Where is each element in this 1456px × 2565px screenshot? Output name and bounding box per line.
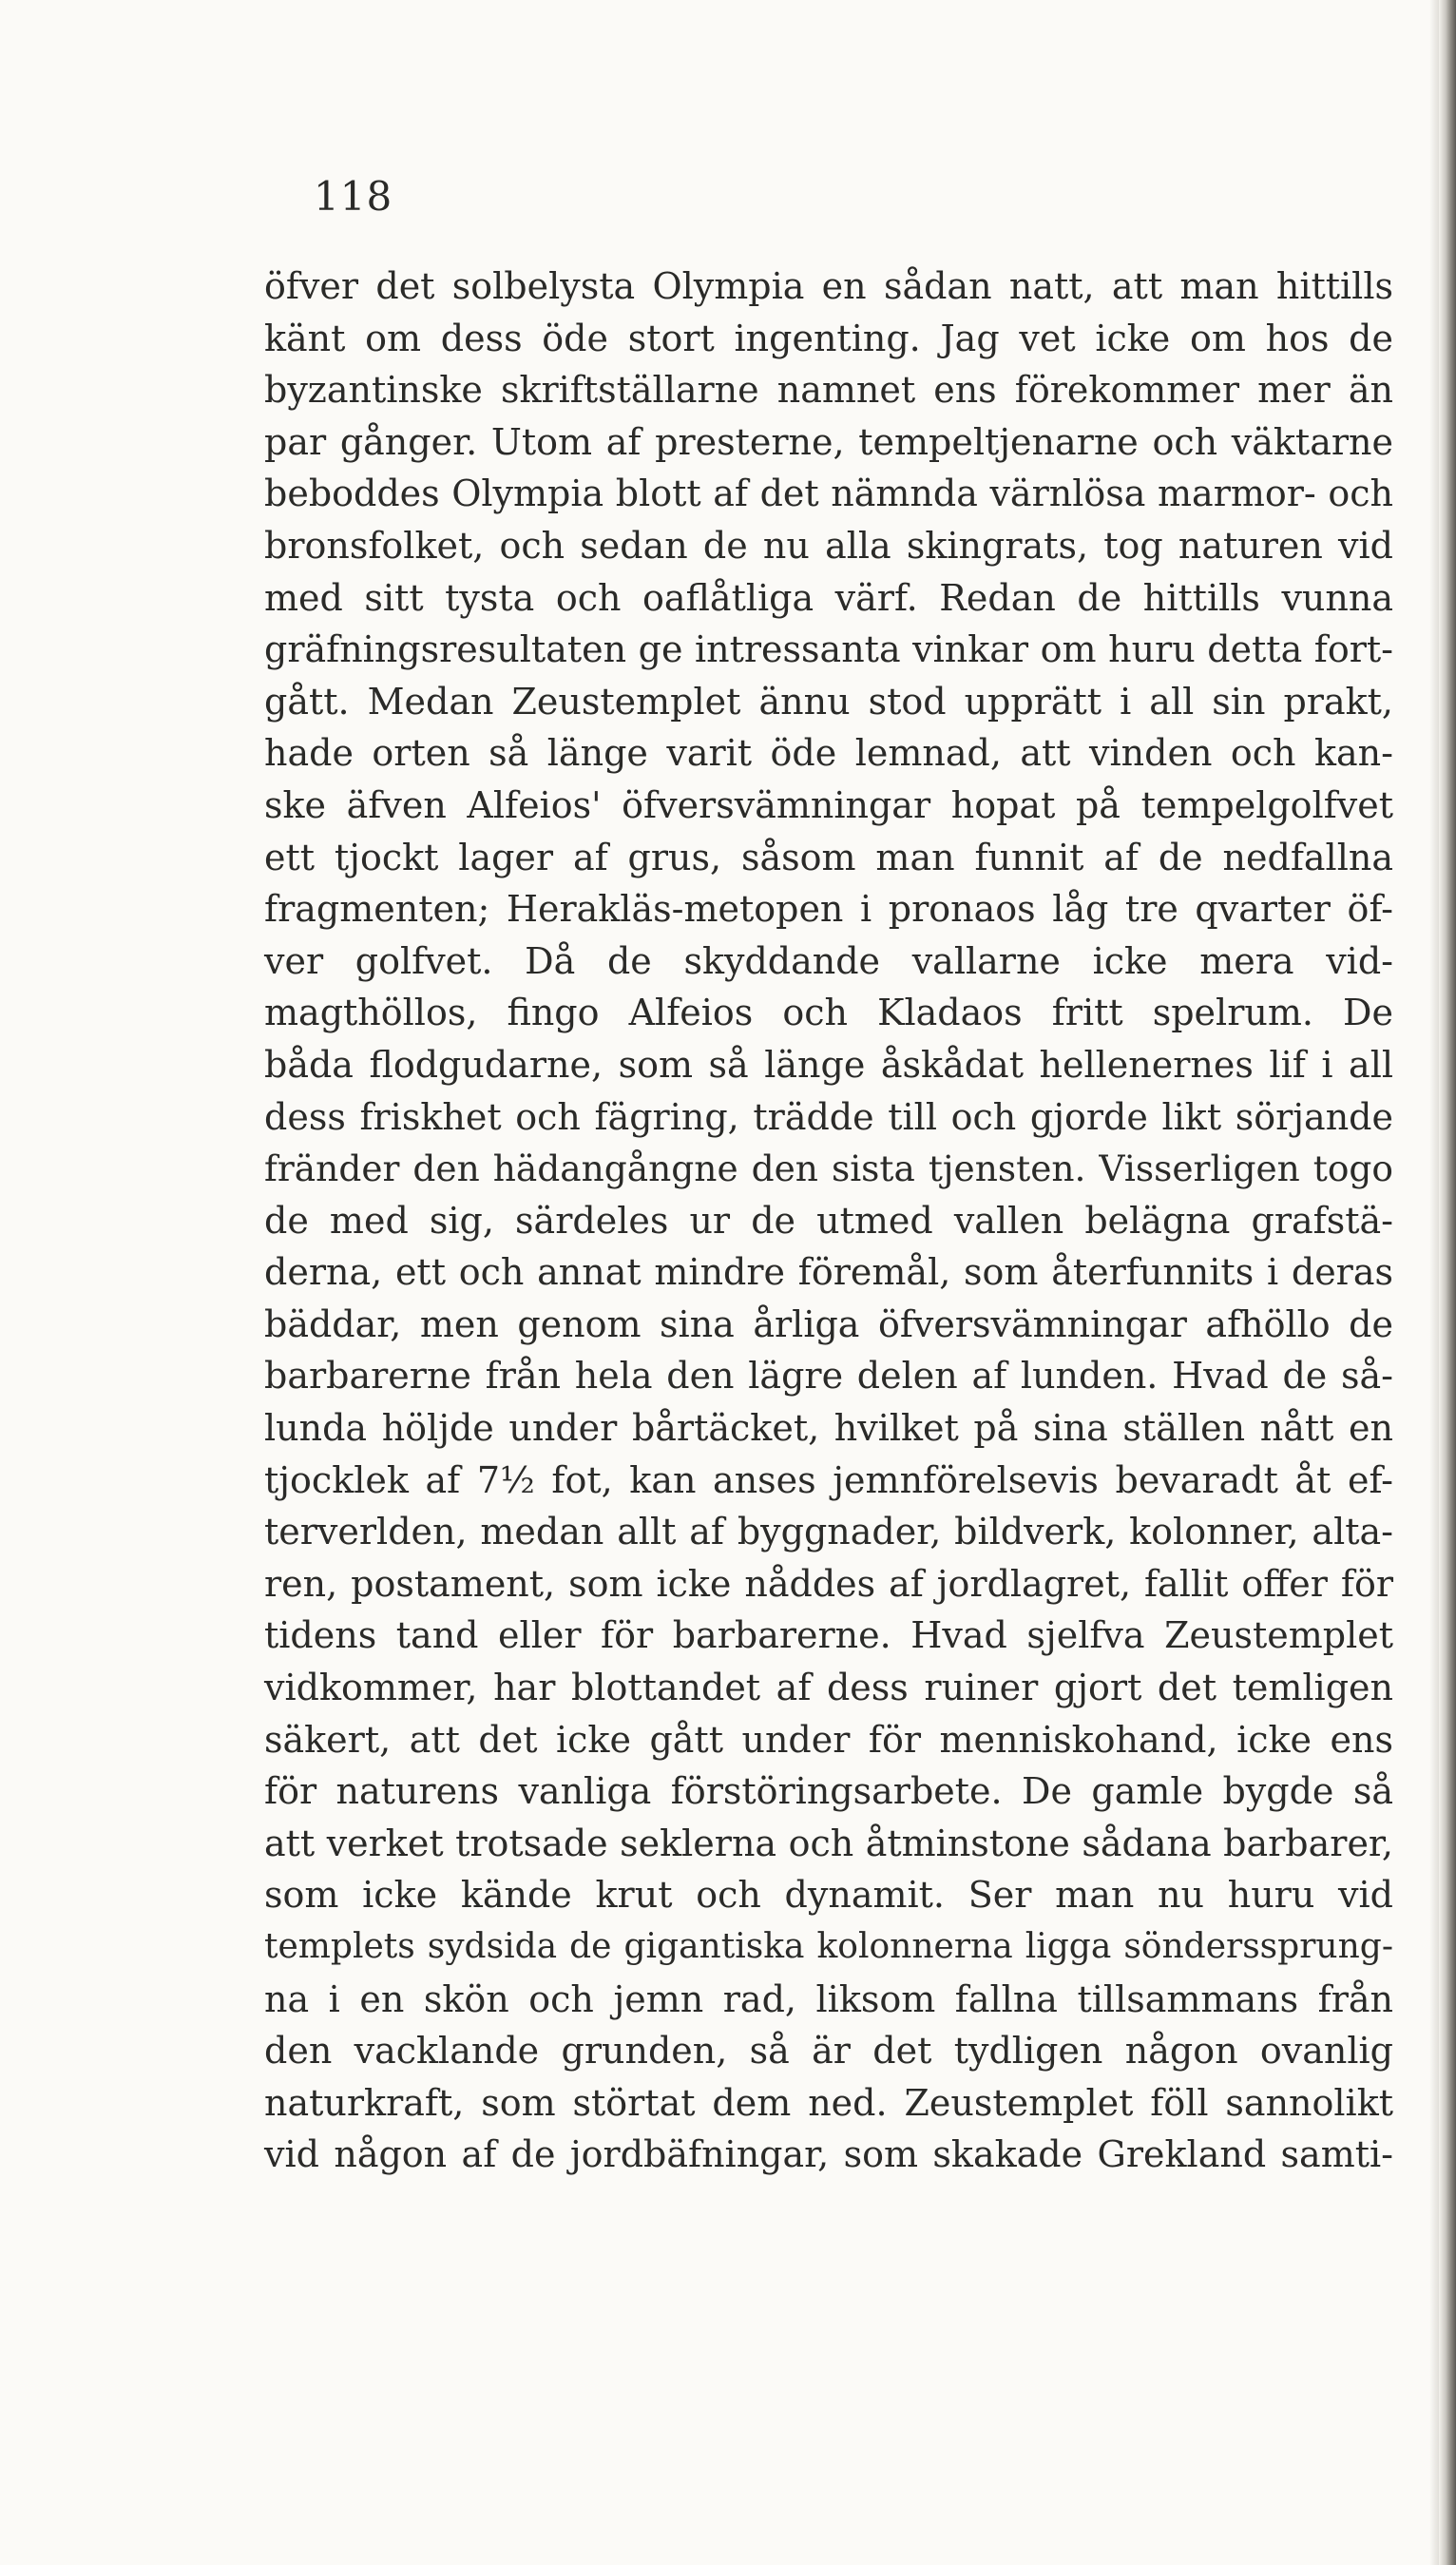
text-line: bäddar, men genom sina årliga öfversvämningar afhöllo de [264, 1302, 1393, 1345]
text-line: naturkraft, som störtat dem ned. Zeustemplet föll sannolikt [264, 2081, 1393, 2124]
text-line: den vacklande grunden, så är det tydligen någon ovanlig [264, 2030, 1393, 2073]
text-line: de med sig, särdeles ur de utmed vallen belägna grafstä- [264, 1199, 1393, 1242]
text-line: tjocklek af 7½ fot, kan anses jemnförelsevis bevaradt åt ef- [264, 1458, 1393, 1501]
text-line: byzantinske skriftställarne namnet ens förekommer mer än [264, 369, 1393, 412]
text-line: med sitt tysta och oaflåtliga värf. Redan de hittills vunna [264, 576, 1393, 619]
text-line: känt om dess öde stort ingenting. Jag vet icke om hos de [264, 317, 1393, 359]
text-line: magthöllos, fingo Alfeios och Kladaos fritt spelrum. De [264, 992, 1393, 1034]
text-line: öfver det solbelysta Olympia en sådan natt, att man hittills [264, 265, 1393, 307]
text-line: bronsfolket, och sedan de nu alla skingrats, tog naturen vid [264, 524, 1393, 567]
text-line: säkert, att det icke gått under för menniskohand, icke ens [264, 1718, 1393, 1761]
text-line: na i en skön och jemn rad, liksom fallna tillsammans från [264, 1977, 1393, 2020]
body-text [264, 260, 1393, 2181]
text-line: ett tjockt lager af grus, såsom man funnit af de nedfallna [264, 836, 1393, 878]
text-line: barbarerne från hela den lägre delen af lunden. Hvad de så- [264, 1355, 1393, 1398]
text-line: vidkommer, har blottandet af dess ruiner gjort det temligen [264, 1667, 1393, 1709]
text-line: beboddes Olympia blott af det nämnda värnlösa marmor- och [264, 472, 1393, 515]
text-line: vid någon af de jordbäfningar, som skakade Grekland samti- [264, 2133, 1393, 2176]
text-line: gräfningsresultaten ge intressanta vinkar om huru detta fort- [264, 628, 1393, 671]
text-line: att verket trotsade seklerna och åtminstone sådana barbarer, [264, 1822, 1393, 1864]
text-line: fragmenten; Herakläs-metopen i pronaos låg tre qvarter öf- [264, 888, 1393, 931]
page-edge-shadow [1429, 0, 1439, 2565]
text-line: hade orten så länge varit öde lemnad, att vinden och kan- [264, 732, 1393, 775]
text-line: ren, postament, som icke nåddes af jordlagret, fallit offer för [264, 1562, 1393, 1605]
text-line: templets sydsida de gigantiska kolonnerna ligga sönderssprung- [264, 1927, 1393, 1966]
text-line: par gånger. Utom af presterne, tempeltjenarne och väktarne [264, 420, 1393, 463]
text-line: gått. Medan Zeustemplet ännu stod upprätt i all sin prakt, [264, 680, 1393, 723]
text-line: lunda höljde under bårtäcket, hvilket på sina ställen nått en [264, 1407, 1393, 1450]
text-line: dess friskhet och fägring, trädde till och gjorde likt sörjande [264, 1095, 1393, 1138]
text-line: derna, ett och annat mindre föremål, som återfunnits i deras [264, 1251, 1393, 1294]
text-line: båda flodgudarne, som så länge åskådat hellenernes lif i all [264, 1043, 1393, 1086]
text-line: ver golfvet. Då de skyddande vallarne icke mera vid- [264, 939, 1393, 982]
text-line: för naturens vanliga förstöringsarbete. De gamle bygde så [264, 1770, 1393, 1813]
text-line: ske äfven Alfeios' öfversvämningar hopat på tempelgolfvet [264, 783, 1393, 826]
text-line: tidens tand eller för barbarerne. Hvad sjelfva Zeustemplet [264, 1614, 1393, 1657]
text-line: terverlden, medan allt af byggnader, bildverk, kolonner, alta- [264, 1511, 1393, 1553]
page-edge [1439, 0, 1456, 2565]
text-line: som icke kände krut och dynamit. Ser man nu huru vid [264, 1874, 1393, 1917]
page-number: 118 [314, 173, 393, 220]
text-line: fränder den hädangångne den sista tjensten. Visserligen togo [264, 1148, 1393, 1190]
